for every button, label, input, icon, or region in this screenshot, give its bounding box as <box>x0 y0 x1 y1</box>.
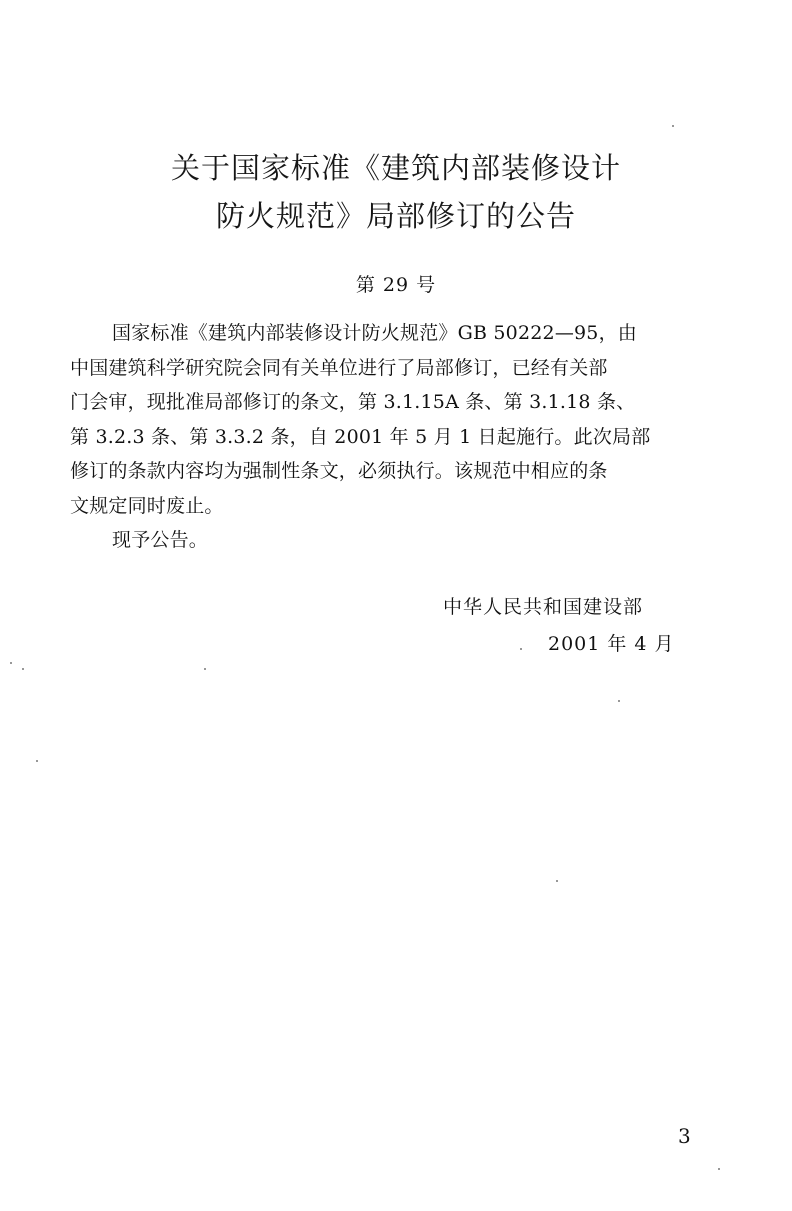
document-number: 第 29 号 <box>355 274 437 296</box>
title-line-2: 防火规范》局部修订的公告 <box>215 199 576 233</box>
paragraph-line: 国家标准《建筑内部装修设计防火规范》GB 50222—95，由 <box>112 322 637 344</box>
signature-date: 2001 年 4 月 <box>548 633 675 655</box>
paragraph-line: 中国建筑科学研究院会同有关单位进行了局部修订，已经有关部 <box>70 356 608 379</box>
paragraph-line: 文规定同时废止。 <box>70 494 224 517</box>
scan-speck <box>672 125 674 127</box>
scan-speck <box>718 1168 720 1170</box>
scan-speck <box>204 668 206 670</box>
scan-speck <box>22 668 24 670</box>
paragraph-line: 第 3.2.3 条、第 3.3.2 条，自 2001 年 5 月 1 日起施行。此次局部 <box>70 425 651 448</box>
scan-speck <box>520 648 522 650</box>
page-number: 3 <box>678 1124 691 1148</box>
scan-speck <box>10 662 12 664</box>
scan-speck <box>556 880 558 882</box>
scan-speck <box>618 700 620 702</box>
closing-paragraph <box>70 523 718 558</box>
closing-line: 现予公告。 <box>112 529 209 551</box>
paragraph-line: 门会审，现批准局部修订的条文，第 3.1.15A 条、第 3.1.18 条、 <box>70 391 636 413</box>
signature-organization: 中华人民共和国建设部 <box>443 596 644 618</box>
title-line-1: 关于国家标准《建筑内部装修设计 <box>170 151 621 185</box>
announcement-paragraph <box>70 316 718 523</box>
paragraph-line: 修订的条款内容均为强制性条文，必须执行。该规范中相应的条 <box>70 460 608 482</box>
scan-speck <box>36 760 38 762</box>
